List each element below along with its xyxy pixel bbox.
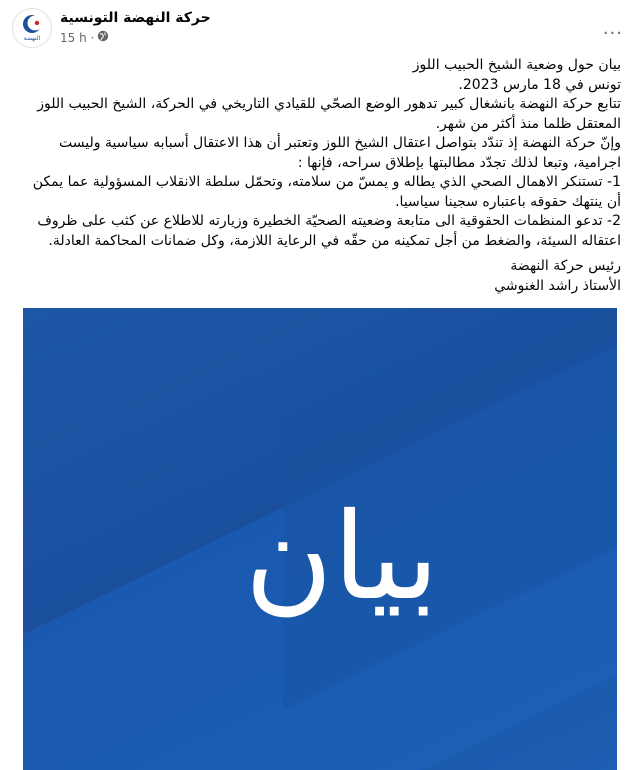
globe-icon (97, 30, 109, 45)
page-avatar[interactable] (12, 8, 52, 48)
signature-name: الأستاذ راشد الغنوشي (494, 277, 621, 294)
post-timestamp[interactable]: 15 h · (60, 30, 95, 45)
signature-title: رئيس حركة النهضة (510, 258, 621, 274)
post-meta (60, 30, 109, 45)
post-body (18, 56, 621, 296)
post-line-title: بيان حول وضعية الشيخ الحبيب اللوز (412, 57, 621, 73)
post-paragraph-2: وإنّ حركة النهضة إذ تندّد بتواصل اعتقال الشيخ اللوز وتعتبر أن هذا الاعتقال أسبابه سياسية وليست اجرامية، وتبعا لذلك تجدّد مطالبتها بإطلاق سراحه، فإنها : (59, 135, 621, 171)
more-options-icon[interactable]: ... (602, 18, 623, 39)
post-point-1: 1- تستنكر الاهمال الصحي الذي يطاله و يمسّ من سلامته، وتحمّل سلطة الانقلاب المسؤولية عما يمكن أن ينتهك حقوقه باعتباره سجينا سياسيا. (32, 174, 621, 210)
ennahdha-logo (13, 9, 51, 47)
post-point-2: 2- تدعو المنظمات الحقوقية الى متابعة وضعيته الصحيّة الخطيرة وزيارته للاطلاع عن كثب على ظروف اعتقاله السيئة، والضغط من أجل تمكينه من حقّه في الرعاية اللازمة، وكل ضمانات المحاكمة العادلة. (37, 213, 621, 249)
post-image[interactable] (23, 308, 617, 770)
page-name[interactable]: حركة النهضة التونسية (60, 10, 211, 26)
post-paragraph-1: تتابع حركة النهضة بانشغال كبير تدهور الوضع الصحّي للقيادي التاريخي في الحركة، الشيخ الحبيب اللوز المعتقل ظلما منذ أكثر من شهر. (37, 96, 621, 132)
post-header (12, 8, 629, 54)
post-line-date: تونس في 18 مارس 2023. (458, 76, 621, 93)
image-text: بيان (244, 488, 439, 627)
avatar-text: النهضة (23, 35, 41, 42)
